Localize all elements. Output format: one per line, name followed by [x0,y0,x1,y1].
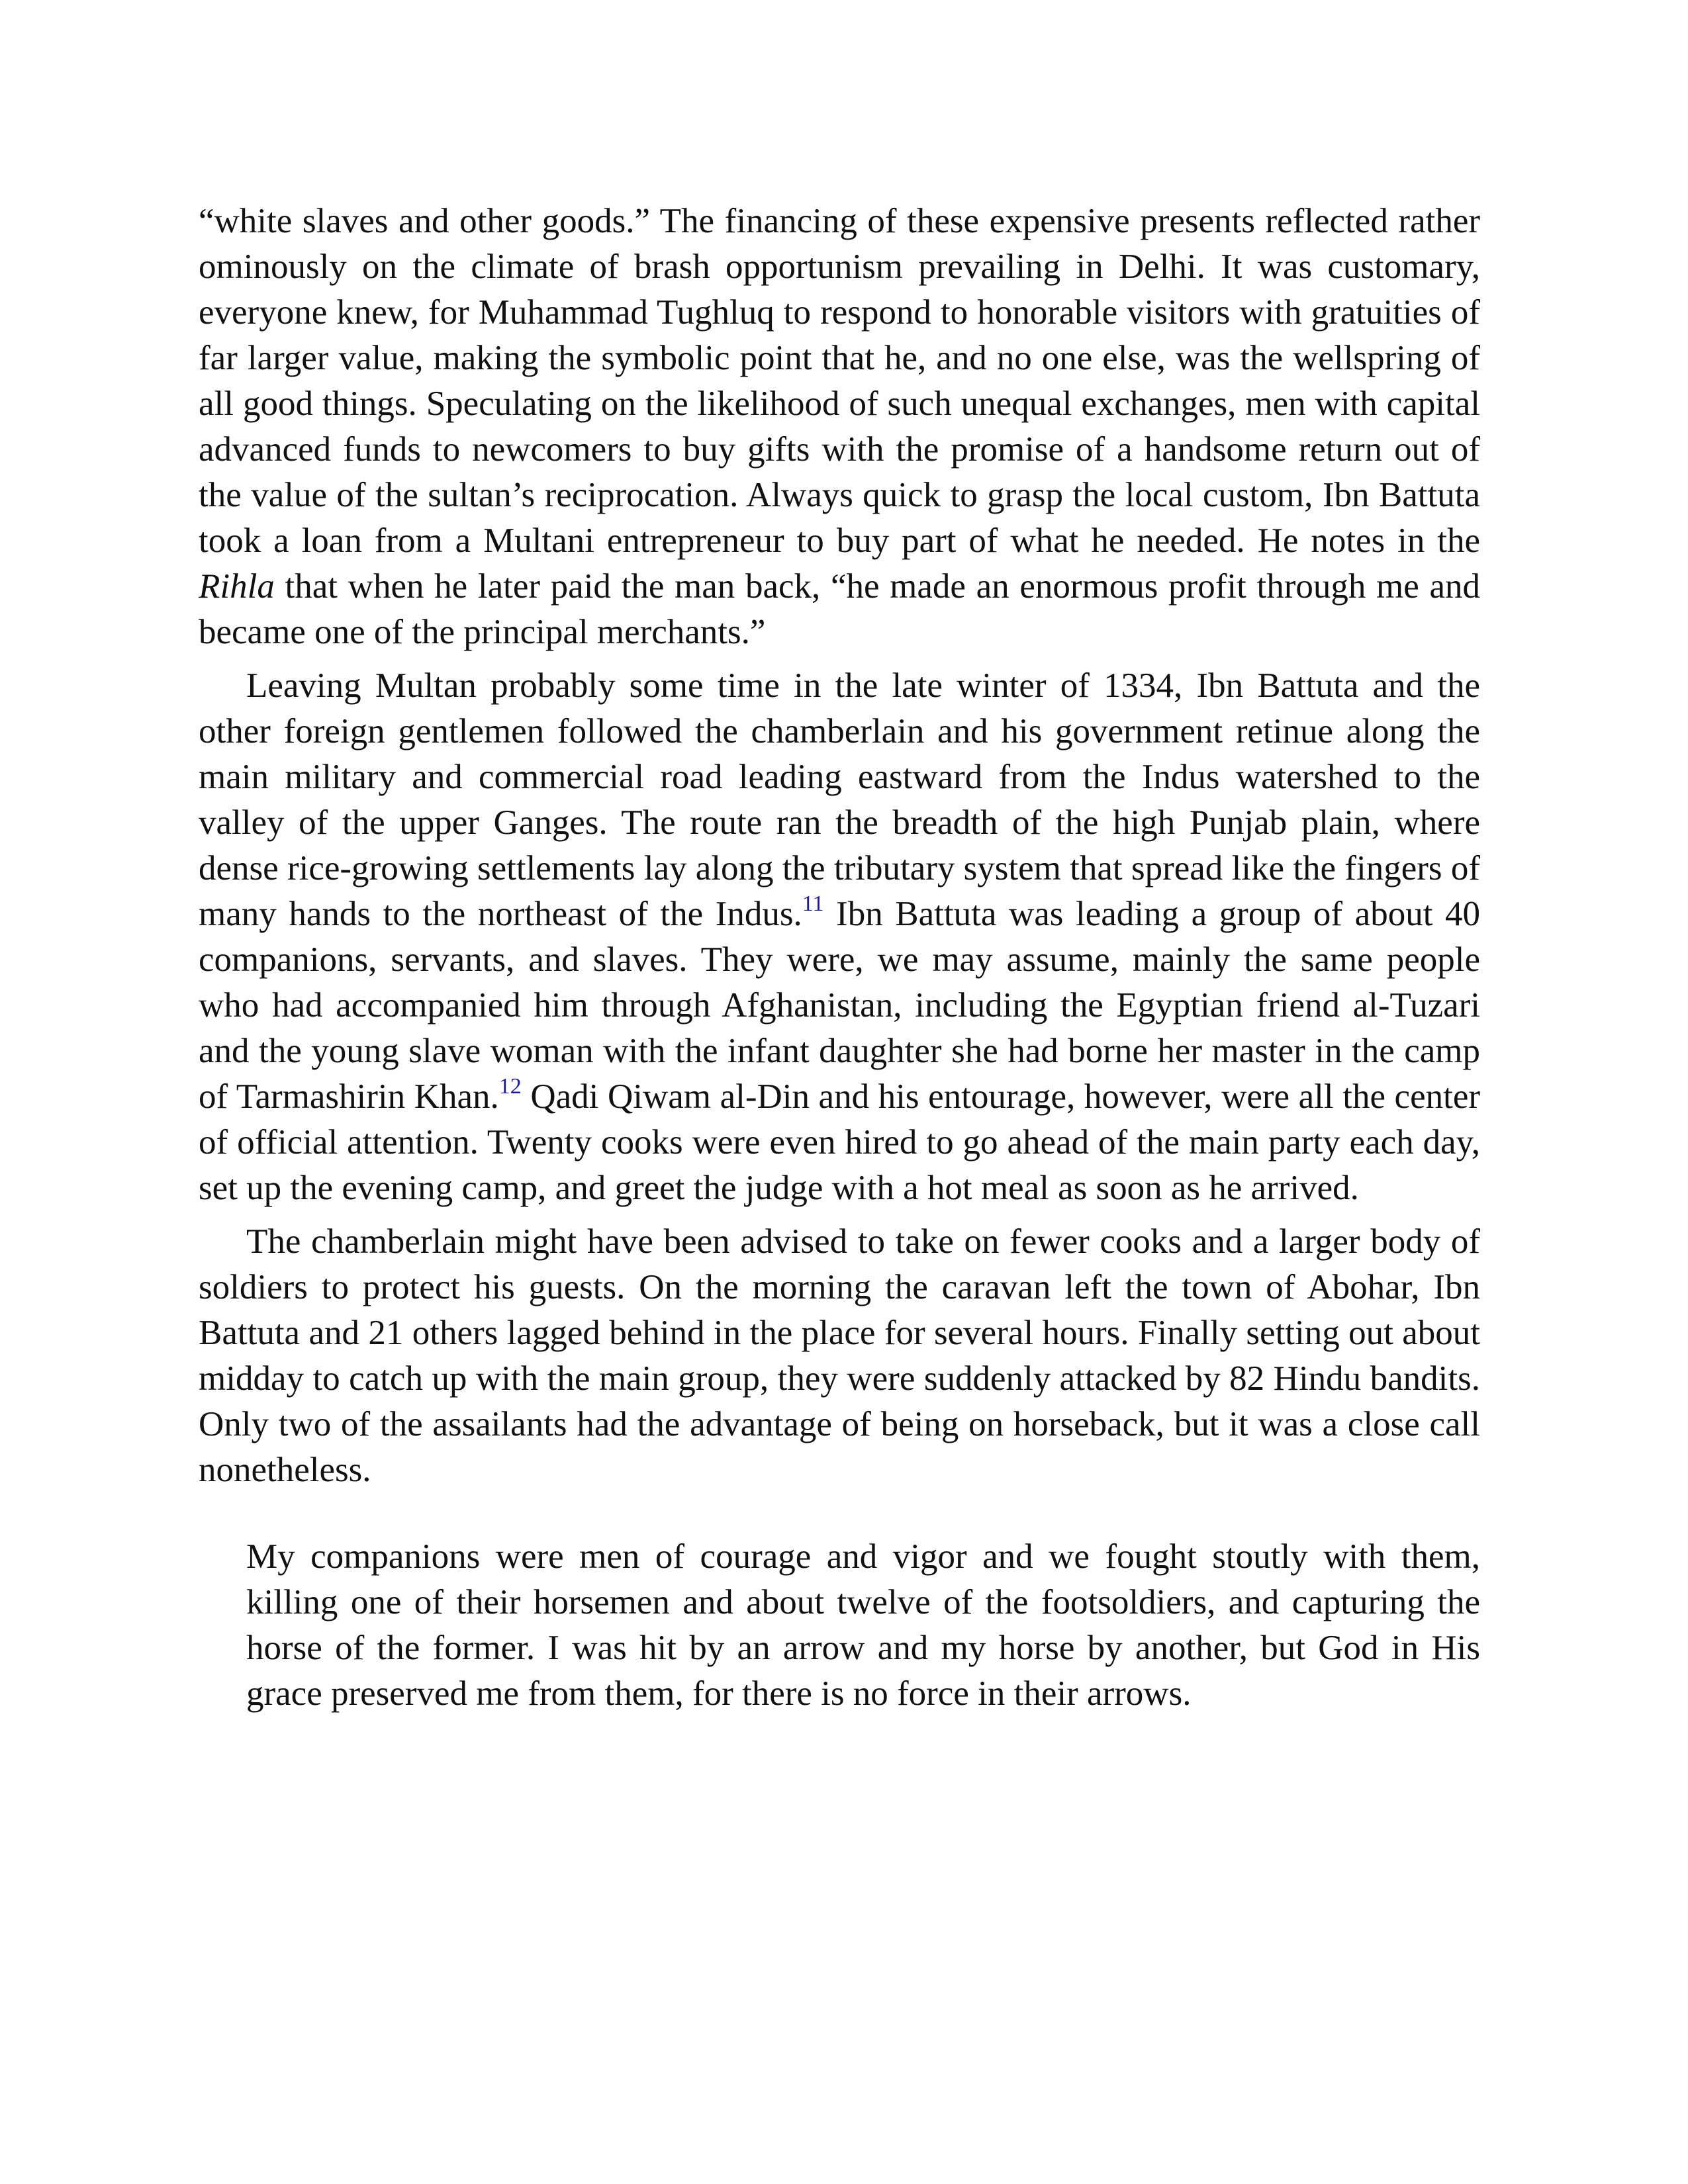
paragraph-2-text-a: Leaving Multan probably some time in the late winter of 1334, Ibn Battuta and the other foreign gentlemen followed the chamberlain and his government retinue along the main military and commercial road leading eastward from the Indus watershed to the valley of the upper Ganges. The route ran the breadth of the high Punjab plain, where dense rice-growing settlements lay along the tributary system that spread like the fingers of many hands to the northeast of the Indus. [199,666,1480,933]
paragraph-1 [199,199,1480,655]
footnote-link-12[interactable]: 12 [498,1074,522,1099]
block-quote: My companions were men of courage and vigor and we fought stoutly with them, killing one of their horsemen and about twelve of the footsoldiers, and capturing the horse of the former. I was hit by an arrow and my horse by another, but God in His grace preserved me from them, for there is no force in their arrows. [246,1537,1480,1713]
paragraph-3-text: The chamberlain might have been advised to take on fewer cooks and a larger body of soldiers to protect his guests. On the morning the caravan left the town of Abohar, Ibn Battuta and 21 others lagged behind in the place for several hours. Finally setting out about midday to catch up with the main group, they were suddenly attacked by 82 Hindu bandits. Only two of the assailants had the advantage of being on horseback, but it was a close call nonetheless. [199,1222,1480,1489]
paragraph-1-text-b: that when he later paid the man back, “he made an enormous profit through me and became one of the principal merchants.” [199,567,1480,651]
footnote-link-11[interactable]: 11 [802,891,824,916]
paragraph-3 [199,1219,1480,1493]
page-body [199,199,1480,1717]
book-title-rihla: Rihla [199,567,275,606]
paragraph-2-text-b: Ibn Battuta was leading a group of about 40 companions, servants, and slaves. They were, we may assume, mainly the same people who had accompanied him through Afghanistan, including the Egyptian friend al-Tuzari and the young slave woman with the infant daughter she had borne her master in the camp of Tarmashirin Khan. [199,895,1481,1116]
paragraph-1-text-a: “white slaves and other goods.” The financing of these expensive presents reflected rather ominously on the climate of brash opportunism prevailing in Delhi. It was customary, everyone knew, for Muhammad Tughluq to respond to honorable visitors with gratuities of far larger value, making the symbolic point that he, and no one else, was the wellspring of all good things. Speculating on the likelihood of such unequal exchanges, men with capital advanced funds to newcomers to buy gifts with the promise of a handsome return out of the value of the sultan’s reciprocation. Always quick to grasp the local custom, Ibn Battuta took a loan from a Multani entrepreneur to buy part of what he needed. He notes in the [199,202,1480,560]
paragraph-2 [199,663,1480,1211]
paragraph-2-text-c: Qadi Qiwam al-Din and his entourage, however, were all the center of official attention. Twenty cooks were even hired to go ahead of the main party each day, set up the evening camp, and greet the judge with a hot meal as soon as he arrived. [199,1077,1481,1207]
